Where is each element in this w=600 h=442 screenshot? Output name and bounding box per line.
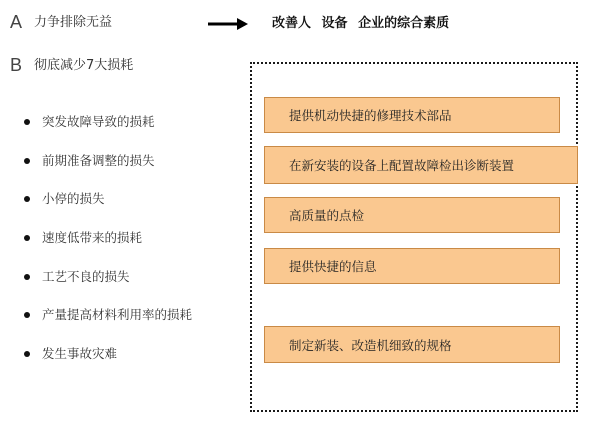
measure-box: 在新安装的设备上配置故障检出诊断装置 [264, 146, 578, 184]
section-a-title: 力争排除无益 [34, 15, 113, 30]
loss-label: 突发故障导致的损耗 [42, 114, 155, 129]
bullet-icon [24, 312, 30, 318]
loss-label: 小停的损失 [42, 191, 105, 207]
goal-part: 企业的综合素质 [358, 16, 450, 31]
bullet-icon [24, 119, 30, 125]
measure-box: 制定新装、改造机细致的规格 [264, 326, 560, 363]
loss-item [24, 230, 192, 269]
loss-label: 发生事故灾难 [42, 346, 118, 362]
goal-part: 改善人 [272, 16, 312, 31]
section-b-title: 彻底减少7大损耗 [34, 58, 134, 73]
bullet-icon [24, 235, 30, 241]
loss-item [24, 191, 192, 230]
section-b-letter: B [10, 55, 23, 75]
measure-box: 提供机动快捷的修理技术部品 [264, 97, 560, 133]
loss-item [24, 153, 192, 192]
right-arrow-icon [208, 18, 248, 30]
bullet-icon [24, 196, 30, 202]
loss-label: 工艺不良的损失 [42, 268, 130, 284]
goal-text [272, 17, 455, 30]
loss-item [24, 269, 192, 308]
bullet-icon [24, 158, 30, 164]
measure-box: 高质量的点检 [264, 197, 560, 233]
goal-part: 设备 [321, 16, 348, 31]
loss-label: 速度低带来的损耗 [42, 230, 143, 246]
loss-label: 前期准备调整的损失 [42, 152, 155, 168]
bullet-icon [24, 351, 30, 357]
loss-item [24, 346, 192, 385]
section-a-letter: A [10, 12, 23, 32]
loss-label: 产量提高材料利用率的损耗 [42, 307, 193, 323]
measure-box: 提供快捷的信息 [264, 248, 560, 284]
loss-item [24, 307, 192, 346]
loss-item [24, 114, 192, 153]
loss-list [24, 114, 192, 385]
bullet-icon [24, 274, 30, 280]
